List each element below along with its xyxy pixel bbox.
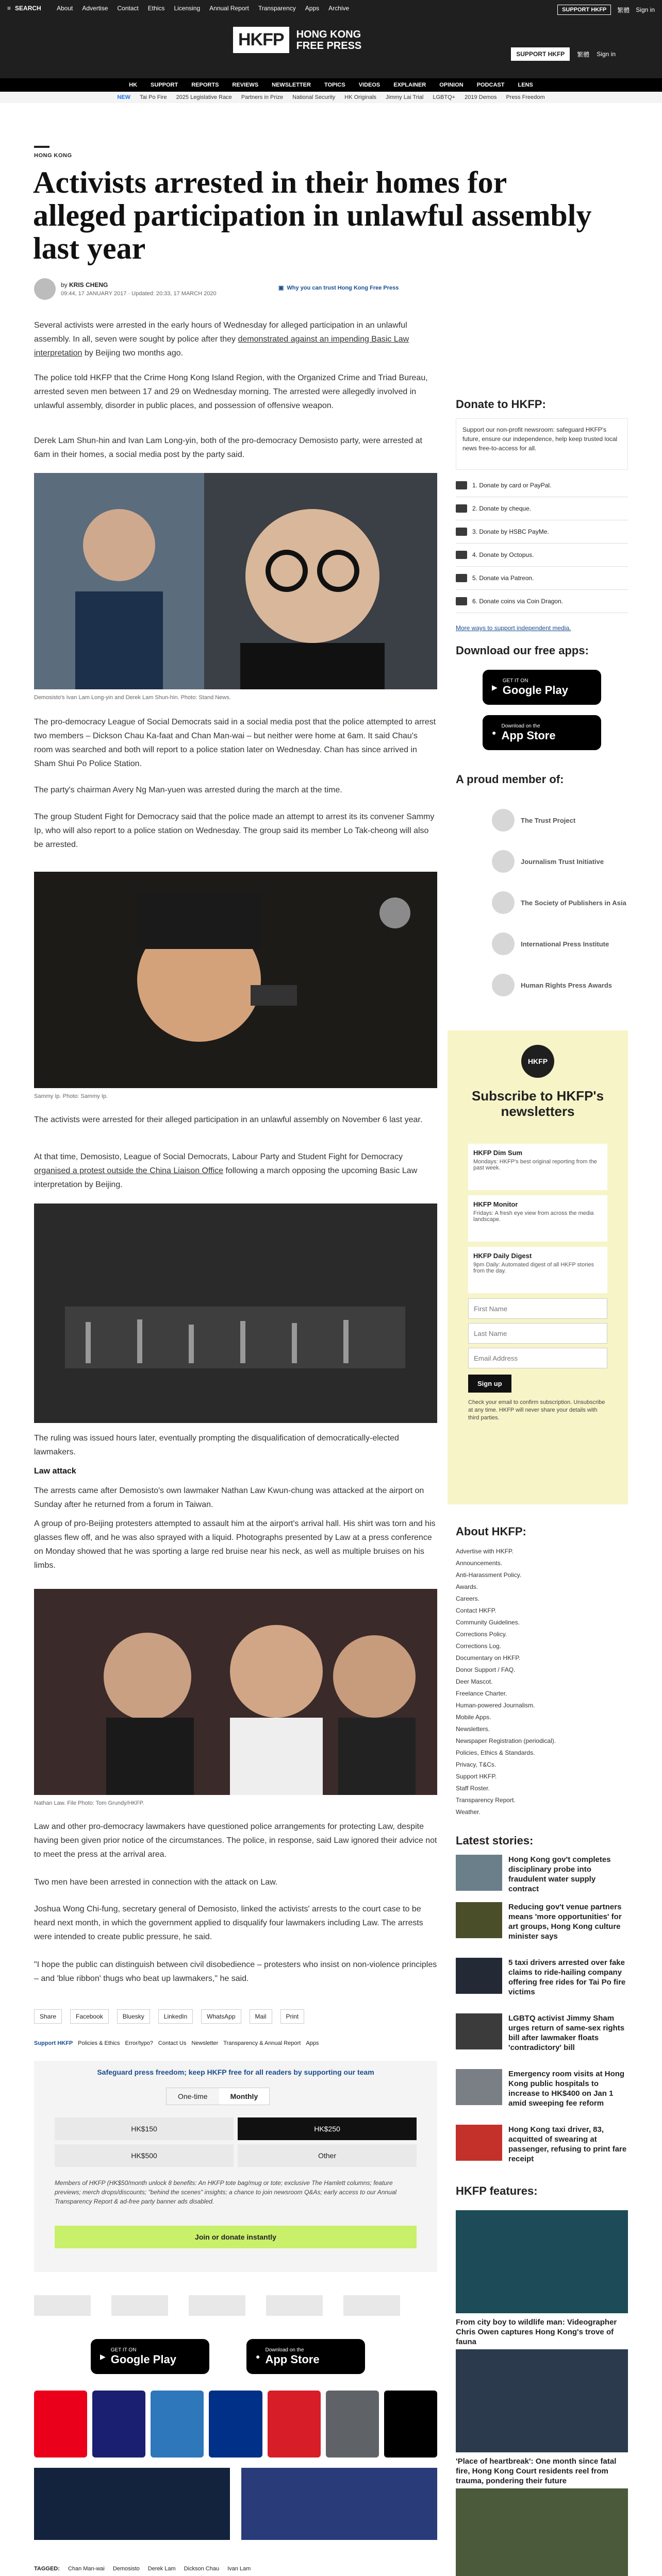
payment-methods bbox=[34, 2391, 437, 2458]
trust-link[interactable] bbox=[278, 284, 399, 291]
about-link[interactable]: Deer Mascot. bbox=[456, 1678, 493, 1685]
newsletter-option-desc: Fridays: A fresh eye view from across the media landscape. bbox=[473, 1210, 594, 1223]
payme-icon bbox=[456, 528, 467, 536]
amount-option-selected[interactable]: HK$250 bbox=[238, 2117, 417, 2140]
section-subheading: Law attack bbox=[34, 1467, 76, 1476]
member-label: Journalism Trust Initiative bbox=[521, 857, 604, 866]
nav-reports[interactable]: REPORTS bbox=[191, 82, 219, 88]
safeguard-line: Safeguard press freedom; keep HKFP free for all readers by supporting our team bbox=[97, 2068, 374, 2076]
amount-option[interactable]: HK$150 bbox=[55, 2117, 234, 2140]
donate-option-label[interactable]: 6. Donate coins via Coin Dragon. bbox=[472, 598, 564, 605]
member-logo[interactable] bbox=[343, 2295, 400, 2316]
nav-reviews[interactable]: REVIEWS bbox=[232, 82, 259, 88]
footer-link-support[interactable]: Support HKFP bbox=[34, 2040, 73, 2046]
photo-illustration bbox=[34, 473, 437, 689]
member-label: International Press Institute bbox=[521, 940, 609, 948]
paragraph: The police told HKFP that the Crime Hong Kong Island Region, with the Organized Crime and Triad Bureau, arrested seven men between 17 and 29 on Wednesday morning. The arrested were allegedly involved in unlawful assembly, disorder in public places, and possession of offensive weapon. bbox=[34, 374, 428, 410]
about-link[interactable]: Transparency Report. bbox=[456, 1797, 516, 1804]
footer-link[interactable]: Policies & Ethics bbox=[78, 2040, 120, 2046]
google-play-badge[interactable] bbox=[91, 2339, 209, 2374]
trending-item[interactable]: 2019 Demos bbox=[465, 94, 497, 100]
feature-item[interactable] bbox=[456, 2210, 628, 2347]
donate-option[interactable] bbox=[456, 474, 628, 497]
bottom-member-logos bbox=[34, 2287, 437, 2324]
donate-option-label[interactable]: 2. Donate by cheque. bbox=[472, 505, 532, 512]
trending-new-badge: NEW bbox=[117, 94, 130, 100]
member-hrpa[interactable] bbox=[492, 974, 612, 996]
donate-blurb bbox=[456, 418, 628, 470]
badge-small: Download on the bbox=[265, 2347, 304, 2353]
newsletter-title: Subscribe to HKFP's newsletters bbox=[471, 1088, 604, 1119]
donate-options bbox=[456, 474, 628, 613]
member-logo[interactable] bbox=[34, 2295, 91, 2316]
about-link[interactable]: Privacy, T&Cs. bbox=[456, 1761, 496, 1768]
newsletter-box bbox=[448, 1030, 628, 1504]
last-name-input[interactable] bbox=[468, 1323, 607, 1344]
story-thumbnail[interactable] bbox=[456, 2013, 502, 2049]
paragraph: The party's chairman Avery Ng Man-yuen was arrested during the march at the time. bbox=[34, 786, 342, 794]
inline-link[interactable]: demonstrated against an impending Basic Law interpretation bbox=[34, 335, 409, 358]
applepay-icon bbox=[384, 2391, 437, 2458]
photo-illustration bbox=[34, 1204, 437, 1423]
paragraph: Law and other pro-democracy lawmakers have questioned police arrangements for protecting Law, despite having been given prior notice of the circumstances. The police, in response, said Law ignored their advice not to meet the press at the arrival area. bbox=[34, 1822, 437, 1859]
member-logo[interactable] bbox=[111, 2295, 168, 2316]
nav-lens[interactable]: LENS bbox=[518, 82, 533, 88]
play-icon: ▶ bbox=[492, 683, 498, 691]
story-thumbnail[interactable] bbox=[456, 1855, 502, 1891]
donate-option-label[interactable]: 5. Donate via Patreon. bbox=[472, 574, 534, 582]
signup-button[interactable]: Sign up bbox=[468, 1375, 511, 1393]
member-label: Human Rights Press Awards bbox=[521, 981, 612, 989]
member-label: The Society of Publishers in Asia bbox=[521, 899, 626, 907]
members-note: Members of HKFP (HK$50/month unlock 8 benefits: An HKFP tote bag/mug or tote; exclusive The Hamlett columns; feature previews; merch drops/discounts; "behind the scenes" insights; a chance to join newsroom Q&As; early access to our Annual Transparency Report & ad-free party banner ads disabled. bbox=[55, 2179, 397, 2205]
feature-image[interactable] bbox=[456, 2210, 628, 2313]
top-support-button[interactable]: SUPPORT HKFP bbox=[557, 5, 611, 15]
logo-wordmark bbox=[296, 29, 362, 52]
share-print-button[interactable]: Print bbox=[280, 2009, 305, 2024]
site-logo[interactable] bbox=[233, 27, 361, 53]
photo-illustration bbox=[34, 872, 437, 1088]
article-photo-2[interactable] bbox=[34, 872, 437, 1088]
member-logo[interactable] bbox=[266, 2295, 323, 2316]
sign-in-link[interactable]: Sign in bbox=[636, 6, 655, 13]
newsletter-option-title: HKFP Dim Sum bbox=[473, 1149, 523, 1157]
about-link[interactable]: Corrections Policy. bbox=[456, 1631, 507, 1638]
trending-item[interactable]: Press Freedom bbox=[506, 94, 545, 100]
latest-story[interactable] bbox=[456, 2069, 628, 2108]
tag[interactable]: Chan Man-wai bbox=[68, 2566, 105, 2572]
amount-option[interactable]: HK$500 bbox=[55, 2144, 234, 2167]
newsletter-option-title: HKFP Daily Digest bbox=[473, 1252, 532, 1260]
about-link[interactable]: Mobile Apps. bbox=[456, 1714, 491, 1721]
member-trust-project[interactable] bbox=[492, 809, 575, 832]
about-link[interactable]: Newspaper Registration (periodical). bbox=[456, 1737, 556, 1744]
latest-story[interactable] bbox=[456, 1958, 628, 1997]
play-icon: ▶ bbox=[100, 2352, 106, 2361]
newsletter-option[interactable] bbox=[468, 1144, 607, 1190]
article-photo-4[interactable] bbox=[34, 1589, 437, 1795]
utility-links bbox=[57, 5, 349, 12]
nav-newsletter[interactable]: NEWSLETTER bbox=[272, 82, 311, 88]
cheque-icon bbox=[456, 504, 467, 513]
utility-link-advertise[interactable]: Advertise bbox=[82, 5, 108, 12]
donate-blurb-text: Support our non-profit newsroom: safeguard HKFP's future, ensure our independence, help keep trusted local news free-to-access for all. bbox=[462, 426, 618, 452]
paragraph-text: following a march opposing the upcoming Basic Law interpretation by Beijing. bbox=[34, 1166, 418, 1189]
newsletter-option[interactable] bbox=[468, 1195, 607, 1242]
nav-hk[interactable]: HK bbox=[129, 82, 138, 88]
sidebar-app-store-badge[interactable] bbox=[483, 715, 601, 750]
paragraph bbox=[34, 318, 437, 360]
paragraph: Joshua Wong Chi-fung, secretary general of Demosisto, linked the activists' arrests to the court case to be heard next month, in which the government applied to disqualify four lawmakers including Law. The arrests were intended to create public pressure, he said. bbox=[34, 1905, 423, 1941]
footer-link[interactable]: Apps bbox=[306, 2040, 319, 2046]
newsletter-footnote: Check your email to confirm subscription. Unsubscribe at any time. HKFP will never share your details with third parties. bbox=[468, 1399, 605, 1421]
share-bluesky-button[interactable]: Bluesky bbox=[117, 2009, 150, 2024]
badge-small: Download on the bbox=[501, 723, 540, 729]
paypal-icon bbox=[209, 2391, 262, 2458]
feature-image[interactable] bbox=[456, 2349, 628, 2452]
tag[interactable]: Ivan Lam bbox=[227, 2566, 251, 2572]
member-jti[interactable] bbox=[492, 850, 604, 873]
apps-title: Download our free apps: bbox=[456, 644, 589, 657]
trending-bar bbox=[0, 92, 662, 103]
feature-title[interactable]: 'Place of heartbreak': One month since fatal fire, Hong Kong Court residents reel from trauma, pondering their future bbox=[456, 2457, 617, 2485]
visa-icon bbox=[92, 2391, 145, 2458]
about-link[interactable]: Donor Support / FAQ. bbox=[456, 1666, 516, 1673]
story-title[interactable]: Hong Kong taxi driver, 83, acquitted of swearing at passenger, refusing to print fare receipt bbox=[508, 2125, 627, 2163]
story-title[interactable]: 5 taxi drivers arrested over fake claims to ride-hailing company offering free rides for Tai Po fire victims bbox=[508, 1958, 626, 1996]
author-avatar bbox=[34, 278, 56, 300]
nav-topics[interactable]: TOPICS bbox=[324, 82, 345, 88]
mast-lang[interactable]: 繁體 bbox=[577, 50, 590, 58]
about-link[interactable]: Community Guidelines. bbox=[456, 1619, 520, 1626]
about-link[interactable]: Anti-Harassment Policy. bbox=[456, 1571, 522, 1579]
donate-option-label[interactable]: 1. Donate by card or PayPal. bbox=[472, 482, 552, 489]
feature-item[interactable] bbox=[456, 2349, 628, 2486]
paragraph-text: Several activists were arrested in the early hours of Wednesday for alleged participation in an unlawful assembly. In all, seven were sought by police after they bbox=[34, 321, 407, 344]
utility-link-apps[interactable]: Apps bbox=[305, 5, 320, 12]
about-link[interactable]: Support HKFP. bbox=[456, 1773, 497, 1780]
about-title: About HKFP: bbox=[456, 1525, 526, 1538]
story-title[interactable]: Emergency room visits at Hong Kong public hospitals to increase to HK$400 on Jan 1 amid sweeping fee reform bbox=[508, 2070, 625, 2108]
about-link[interactable]: Human-powered Journalism. bbox=[456, 1702, 535, 1709]
logo-line-1: HONG KONG bbox=[296, 28, 361, 40]
inline-link[interactable]: organised a protest outside the China Liaison Office bbox=[34, 1166, 224, 1175]
nav-opinion[interactable]: OPINION bbox=[439, 82, 464, 88]
masthead bbox=[0, 18, 662, 88]
newsletter-option-desc: Mondays: HKFP's best original reporting from the past week. bbox=[473, 1159, 597, 1171]
author-prefix: by bbox=[61, 281, 70, 289]
donate-option[interactable] bbox=[456, 567, 628, 590]
latest-title: Latest stories: bbox=[456, 1834, 534, 1847]
search-toggle[interactable] bbox=[7, 5, 41, 12]
share-linkedin-button[interactable]: LinkedIn bbox=[158, 2009, 193, 2024]
paragraph: Derek Lam Shun-hin and Ivan Lam Long-yin, both of the pro-democracy Demosisto party, were arrested at 6am in their homes, a social media post by the party said. bbox=[34, 436, 422, 459]
logo-line-2: FREE PRESS bbox=[296, 40, 362, 52]
sopa-icon bbox=[492, 891, 515, 914]
mastercard-icon bbox=[34, 2391, 87, 2458]
kicker-rule bbox=[34, 146, 49, 148]
photo-caption: Nathan Law. File Photo: Tom Grundy/HKFP. bbox=[34, 1800, 144, 1806]
photo-illustration bbox=[34, 1589, 437, 1795]
utility-link-about[interactable]: About bbox=[57, 5, 73, 12]
article-photo-3[interactable] bbox=[34, 1204, 437, 1423]
tab-monthly[interactable]: Monthly bbox=[219, 2088, 270, 2105]
about-link[interactable]: Awards. bbox=[456, 1583, 478, 1590]
newsletter-option-title: HKFP Monitor bbox=[473, 1200, 518, 1208]
donate-title: Donate to HKFP: bbox=[456, 398, 546, 411]
ethics-banner[interactable] bbox=[34, 2468, 230, 2540]
member-sopa[interactable] bbox=[492, 891, 626, 914]
latest-story[interactable] bbox=[456, 2125, 628, 2164]
menu-icon[interactable]: ≡ bbox=[7, 5, 11, 12]
about-link[interactable]: Staff Roster. bbox=[456, 1785, 490, 1792]
donate-option[interactable] bbox=[456, 520, 628, 544]
amount-grid bbox=[55, 2117, 417, 2167]
nav-podcast[interactable]: PODCAST bbox=[476, 82, 505, 88]
feature-image[interactable] bbox=[456, 2488, 628, 2576]
about-link[interactable]: Careers. bbox=[456, 1595, 480, 1602]
mast-signin[interactable]: Sign in bbox=[597, 50, 616, 58]
nav-support[interactable]: SUPPORT bbox=[151, 82, 178, 88]
utility-link-licensing[interactable]: Licensing bbox=[174, 5, 201, 12]
badge-big: Google Play bbox=[110, 2352, 176, 2366]
byline bbox=[34, 278, 217, 300]
trending-item[interactable]: 2025 Legislative Race bbox=[176, 94, 232, 100]
about-link[interactable]: Announcements. bbox=[456, 1560, 503, 1567]
utility-link-archive[interactable]: Archive bbox=[328, 5, 350, 12]
badge-big: App Store bbox=[501, 728, 556, 742]
utility-link-contact[interactable]: Contact bbox=[117, 5, 139, 12]
story-thumbnail[interactable] bbox=[456, 1958, 502, 1994]
member-logo[interactable] bbox=[189, 2295, 245, 2316]
nav-explainer[interactable]: EXPLAINER bbox=[393, 82, 426, 88]
paragraph: The activists were arrested for their alleged participation in an unlawful assembly on November 6 last year. bbox=[34, 1115, 423, 1124]
member-label: The Trust Project bbox=[521, 816, 576, 824]
footer-link[interactable]: Contact Us bbox=[158, 2040, 187, 2046]
badge-big: Google Play bbox=[502, 683, 568, 697]
tag-list bbox=[34, 2566, 251, 2572]
paragraph bbox=[34, 1150, 437, 1192]
tab-one-time[interactable]: One-time bbox=[178, 2092, 208, 2100]
story-title[interactable]: Reducing gov't venue partners means 'more opportunities' for art groups, Hong Kong culture minister says bbox=[508, 1903, 622, 1941]
trending-item[interactable]: National Security bbox=[292, 94, 336, 100]
app-store-badge[interactable] bbox=[246, 2339, 365, 2374]
trending-item[interactable]: LGBTQ+ bbox=[433, 94, 456, 100]
apple-icon: ● bbox=[492, 728, 496, 737]
trending-item[interactable]: Tai Po Fire bbox=[139, 94, 167, 100]
logo-mark: HKFP bbox=[233, 27, 289, 53]
story-thumbnail[interactable] bbox=[456, 2125, 502, 2161]
paragraph: Two men have been arrested in connection with the attack on Law. bbox=[34, 1878, 278, 1887]
gpay-icon bbox=[326, 2391, 379, 2458]
about-link[interactable]: Policies, Ethics & Standards. bbox=[456, 1749, 535, 1756]
newsletter-logo: HKFP bbox=[521, 1045, 554, 1078]
more-ways-link[interactable]: More ways to support independent media. bbox=[456, 624, 571, 632]
share-mail-button[interactable]: Mail bbox=[250, 2009, 272, 2024]
amex-icon bbox=[151, 2391, 204, 2458]
author-link[interactable]: KRIS CHENG bbox=[69, 281, 108, 289]
jti-icon bbox=[492, 850, 515, 873]
latest-story[interactable] bbox=[456, 2013, 628, 2053]
utility-link-annual-report[interactable]: Annual Report bbox=[209, 5, 249, 12]
tags-label: TAGGED: bbox=[34, 2566, 60, 2572]
amount-option[interactable]: Other bbox=[238, 2144, 417, 2167]
sidebar-google-play-badge[interactable] bbox=[483, 670, 601, 705]
share-label: Share bbox=[34, 2009, 62, 2024]
article-photo-1[interactable] bbox=[34, 473, 437, 689]
apple-icon: ● bbox=[256, 2352, 260, 2361]
hrpa-icon bbox=[492, 974, 515, 996]
footer-link[interactable]: Transparency & Annual Report bbox=[223, 2040, 301, 2046]
story-title[interactable]: Hong Kong gov't completes disciplinary probe into fraudulent water supply contract bbox=[508, 1855, 611, 1893]
feature-item[interactable] bbox=[456, 2488, 628, 2576]
paragraph-text: by Beijing two months ago. bbox=[82, 349, 184, 358]
card-icon bbox=[456, 481, 467, 489]
about-link[interactable]: Documentary on HKFP. bbox=[456, 1654, 521, 1662]
badge-big: App Store bbox=[265, 2352, 320, 2366]
photo-caption: Sammy Ip. Photo: Sammy Ip. bbox=[34, 1093, 108, 1099]
donate-option-label[interactable]: 3. Donate by HSBC PayMe. bbox=[472, 528, 549, 535]
feature-title[interactable]: From city boy to wildlife man: Videographer Chris Owen captures Hong Kong's trove of fauna bbox=[456, 2318, 617, 2346]
mast-support-button[interactable]: SUPPORT HKFP bbox=[511, 47, 570, 61]
paragraph: The group Student Fight for Democracy said that the police made an attempt to arrest its its convener Sammy Ip, who will also report to a police station on Wednesday. The group said its member Lo Tak-cheong will also be arrested. bbox=[34, 812, 435, 849]
story-title[interactable]: LGBTQ activist Jimmy Sham urges return of same-sex rights bill after lawmaker floats 'contradictory' bill bbox=[508, 2014, 625, 2052]
email-input[interactable] bbox=[468, 1348, 607, 1368]
first-name-input[interactable] bbox=[468, 1298, 607, 1319]
frequency-tabs bbox=[166, 2088, 270, 2105]
ipi-icon bbox=[492, 933, 515, 955]
latest-story[interactable] bbox=[456, 1902, 628, 1941]
article-kicker[interactable]: HONG KONG bbox=[34, 152, 72, 159]
footer-link[interactable]: Error/typo? bbox=[125, 2040, 153, 2046]
article-date: 09:44, 17 JANUARY 2017 · Updated: 20:33, 17 MARCH 2020 bbox=[61, 291, 217, 297]
utility-link-transparency[interactable]: Transparency bbox=[258, 5, 296, 12]
about-link[interactable]: Weather. bbox=[456, 1808, 481, 1816]
share-bar bbox=[34, 2009, 304, 2024]
newsletter-option[interactable] bbox=[468, 1247, 607, 1293]
search-label[interactable]: SEARCH bbox=[15, 5, 41, 12]
jcb-icon bbox=[268, 2391, 321, 2458]
join-donate-button[interactable]: Join or donate instantly bbox=[55, 2226, 417, 2248]
support-banner[interactable] bbox=[241, 2468, 437, 2540]
paragraph: The ruling was issued hours later, eventually prompting the disqualification of democratically-elected lawmakers. bbox=[34, 1434, 399, 1456]
badge-small: GET IT ON bbox=[502, 677, 528, 684]
top-utility-bar bbox=[0, 0, 662, 18]
coin-icon bbox=[456, 597, 467, 605]
patreon-icon bbox=[456, 574, 467, 582]
donate-promo bbox=[34, 2061, 437, 2272]
paragraph: The pro-democracy League of Social Democrats said in a social media post that the police attempted to arrest two members – Dickson Chau Ka-faat and Chan Man-wai – but neither were home at 6am. It said Chau's room was searched and both will report to a police station later on Wednesday. Chan has since arrived in Sham Shui Po Police Station. bbox=[34, 718, 436, 768]
tag[interactable]: Derek Lam bbox=[147, 2566, 176, 2572]
about-link[interactable]: Corrections Log. bbox=[456, 1642, 502, 1650]
story-thumbnail[interactable] bbox=[456, 2069, 502, 2105]
paragraph: The arrests came after Demosisto's own lawmaker Nathan Law Kwun-chung was attacked at the airport on Sunday after he returned from a forum in Taiwan. bbox=[34, 1486, 424, 1509]
donate-option[interactable] bbox=[456, 590, 628, 613]
photo-caption: Demosisto's Ivan Lam Long-yin and Derek Lam Shun-hin. Photo: Stand News. bbox=[34, 694, 231, 701]
trending-item[interactable]: Partners in Prize bbox=[241, 94, 284, 100]
donate-option-label[interactable]: 4. Donate by Octopus. bbox=[472, 551, 534, 558]
paragraph-text: At that time, Demosisto, League of Social Democrats, Labour Party and Student Fight for Democracy bbox=[34, 1153, 403, 1161]
share-whatsapp-button[interactable]: WhatsApp bbox=[201, 2009, 241, 2024]
about-link[interactable]: Contact HKFP. bbox=[456, 1607, 496, 1614]
article-headline: Activists arrested in their homes for alleged participation in unlawful assembly last year bbox=[33, 165, 592, 265]
trending-item[interactable]: HK Originals bbox=[344, 94, 377, 100]
tag[interactable]: Dickson Chau bbox=[184, 2566, 220, 2572]
nav-videos[interactable]: VIDEOS bbox=[358, 82, 380, 88]
utility-link-ethics[interactable]: Ethics bbox=[147, 5, 165, 12]
main-nav bbox=[0, 78, 662, 92]
paragraph: A group of pro-Beijing protesters attempted to assault him at the airport's arrival hall. His shirt was torn and his glasses flew off, and he was also sprayed with a liquid. Photographs presented by Law at a press conference on Monday showed that he was sporting a large red bruise near his neck, as well as multiple bruises on his limbs. bbox=[34, 1519, 436, 1570]
about-link[interactable]: Advertise with HKFP. bbox=[456, 1548, 514, 1555]
member-ipi[interactable] bbox=[492, 933, 609, 955]
newsletter-option-desc: 9pm Daily: Automated digest of all HKFP stories from the day. bbox=[473, 1262, 594, 1274]
member-title: A proud member of: bbox=[456, 773, 564, 786]
badge-small: GET IT ON bbox=[110, 2347, 137, 2353]
newsletter-options bbox=[468, 1144, 607, 1422]
share-facebook-button[interactable]: Facebook bbox=[70, 2009, 109, 2024]
author-name[interactable] bbox=[61, 281, 217, 289]
trust-link-text[interactable]: Why you can trust Hong Kong Free Press bbox=[287, 284, 399, 291]
tag[interactable]: Demosisto bbox=[112, 2566, 140, 2572]
about-link[interactable]: Freelance Charter. bbox=[456, 1690, 507, 1697]
paragraph: "I hope the public can distinguish between civil disobedience – protesters who insist on non-violence principles – and 'blue ribbon' thugs who beat up lawmakers," he said. bbox=[34, 1960, 437, 1983]
about-link[interactable]: Newsletters. bbox=[456, 1725, 490, 1733]
features-title: HKFP features: bbox=[456, 2184, 538, 2197]
article-footer-links bbox=[34, 2040, 319, 2046]
donate-option[interactable] bbox=[456, 497, 628, 520]
latest-story[interactable] bbox=[456, 1855, 628, 1894]
story-thumbnail[interactable] bbox=[456, 1902, 502, 1938]
footer-link[interactable]: Newsletter bbox=[191, 2040, 219, 2046]
trust-project-icon bbox=[492, 809, 515, 832]
language-switch[interactable]: 繁體 bbox=[617, 6, 630, 14]
shield-icon: ▣ bbox=[278, 285, 284, 291]
trending-item[interactable]: Jimmy Lai Trial bbox=[386, 94, 424, 100]
donate-option[interactable] bbox=[456, 544, 628, 567]
about-links bbox=[456, 1546, 616, 1818]
octopus-icon bbox=[456, 551, 467, 559]
